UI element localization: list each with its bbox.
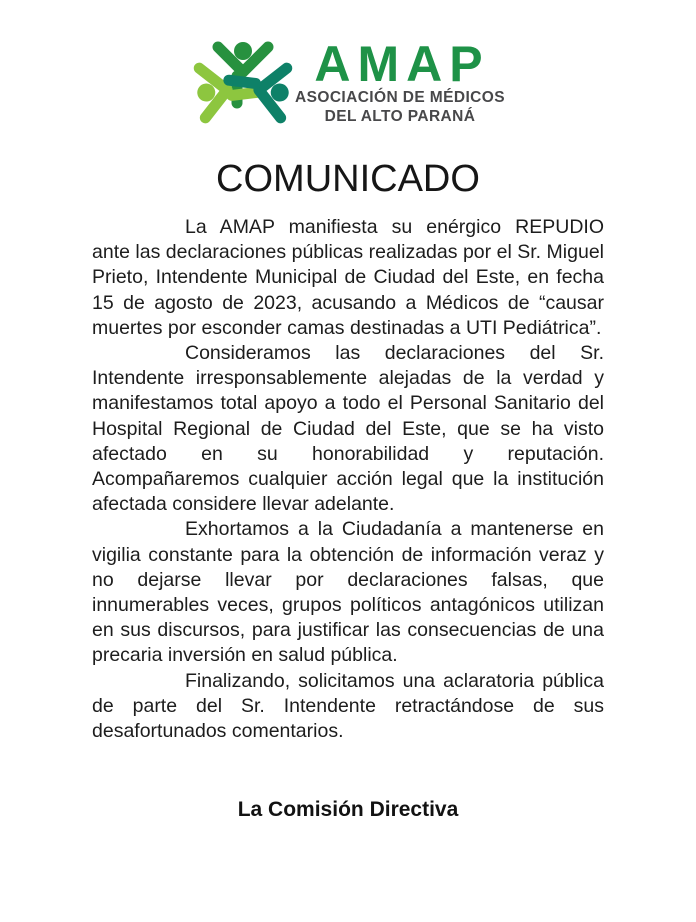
logo-subtitle-line2: DEL ALTO PARANÁ [324, 107, 476, 125]
page-title: COMUNICADO [216, 158, 480, 200]
logo-subtitle-line1: ASOCIACIÓN DE MÉDICOS [295, 89, 505, 106]
logo-text-block [295, 36, 505, 127]
amap-logo-icon [191, 33, 295, 137]
logo-acronym: AMAP [314, 36, 490, 92]
paragraph-2: Consideramos las declaraciones del Sr. Intendente irresponsablemente alejadas de la verdad y manifestamos total apoyo a todo el Personal Sanitario del Hospital Regional de Ciudad del Este, que se ha visto afectado en su honorabilidad y reputación. Acompañaremos cualquier acción legal que la institución afectada considere llevar adelante. [92, 342, 604, 516]
paragraph-1: La AMAP manifiesta su enérgico REPUDIO ante las declaraciones públicas realizadas por el Sr. Miguel Prieto, Intendente Municipal de Ciudad del Este, en fecha 15 de agosto de 2023, acusando a Médicos de “causar muertes por esconder camas destinadas a UTI Pediátrica”. [92, 216, 604, 339]
amap-logo [0, 33, 696, 137]
document-body [92, 215, 604, 744]
paragraph-4: Finalizando, solicitamos una aclaratoria pública de parte del Sr. Intendente retractándose de sus desafortunados comentarios. [92, 669, 604, 743]
signature: La Comisión Directiva [237, 798, 459, 822]
paragraph-3: Exhortamos a la Ciudadanía a mantenerse en vigilia constante para la obtención de información veraz y no dejarse llevar por declaraciones falsas, que innumerables veces, grupos políticos antagónicos utilizan en sus discursos, para justificar las consecuencias de una precaria inversión en salud pública. [92, 518, 604, 667]
